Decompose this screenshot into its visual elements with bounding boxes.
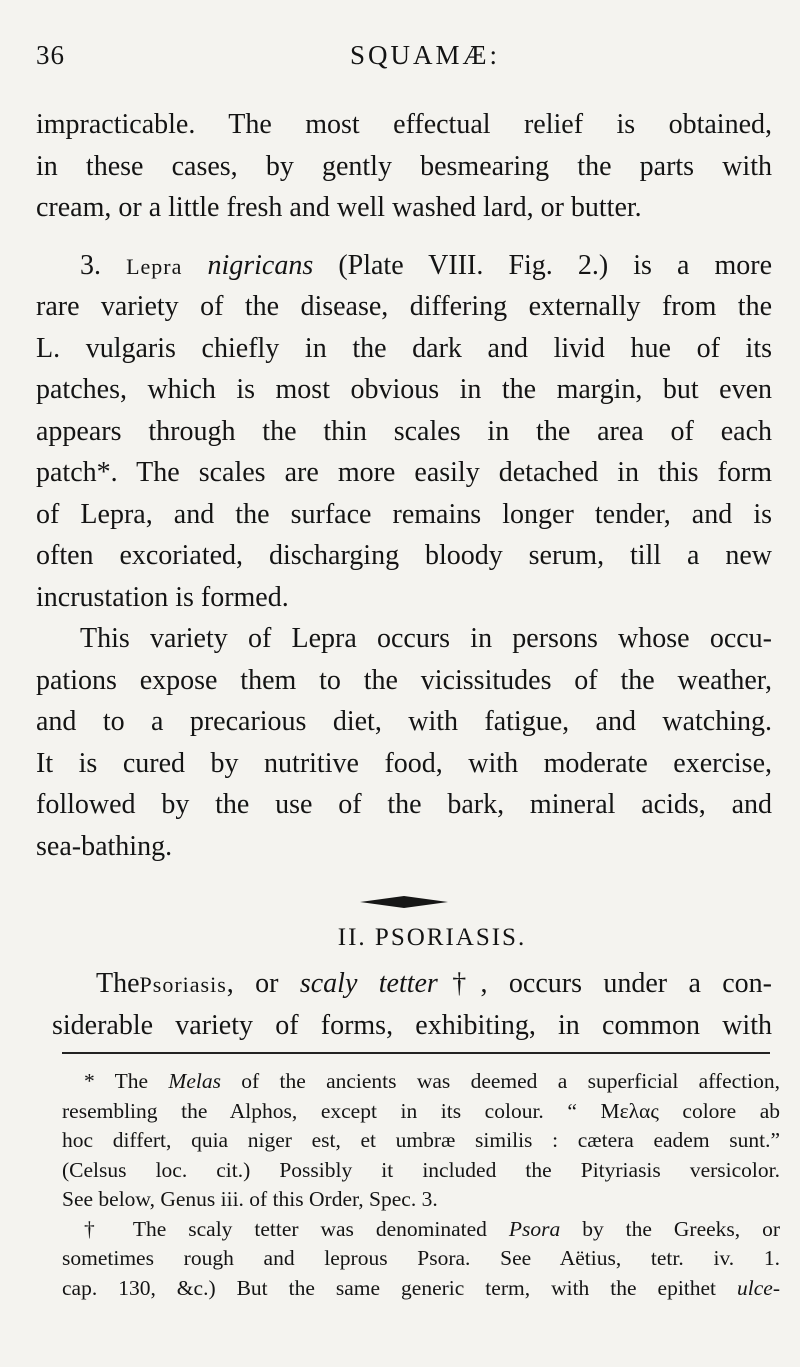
text-line: sea-bathing.: [36, 830, 173, 862]
body-text: [36, 104, 772, 867]
text-line: rare variety of the disease, differing externally from the: [36, 291, 772, 322]
running-head: [36, 40, 770, 80]
footnote-line: cap. 130, &c.) But the same generic term, with the epithet ulce-: [62, 1275, 780, 1300]
text-line: patches, which is most obvious in the margin, but even: [36, 374, 772, 405]
text-line: siderable variety of forms, exhibiting, in common with: [52, 1009, 772, 1041]
text-line: incrustation is formed.: [36, 581, 289, 613]
footnote-asterisk: [62, 1067, 780, 1215]
text-line: appears through the thin scales in the area of each: [36, 415, 772, 447]
text-line: 3. Lepra nigricans (Plate VIII. Fig. 2.) is a more: [80, 249, 772, 281]
paragraph-psoriasis: [52, 963, 772, 1046]
common-name: scaly tetter: [299, 968, 438, 999]
disease-name: Lepra: [126, 253, 183, 279]
paragraph-lepra-nigricans: [36, 245, 772, 619]
paragraph-continuation: [36, 104, 772, 229]
text-line: often excoriated, discharging bloody serum, till a new: [36, 540, 772, 571]
text-line: cream, or a little fresh and well washed lard, or butter.: [36, 192, 642, 223]
disease-name: Psoriasis: [139, 972, 227, 997]
footnote-line: (Celsus loc. cit.) Possibly it included the Pityriasis versicolor.: [62, 1157, 780, 1182]
footnote-dagger: [62, 1215, 780, 1304]
text-line: followed by the use of the bark, mineral acids, and: [36, 789, 772, 820]
page-number: 36: [36, 40, 65, 70]
text-line: impracticable. The most effectual relief is obtained,: [36, 109, 772, 140]
text-line: and to a precarious diet, with fatigue, and watching.: [36, 706, 772, 737]
text-line: L. vulgaris chiefly in the dark and livid hue of its: [36, 332, 772, 364]
footnote-line: * The Melas of the ancients was deemed a superficial affection,: [84, 1069, 780, 1093]
variety-name: nigricans: [207, 249, 314, 281]
text-line: ThePsoriasis, or scaly tetter†, occurs under a con-: [96, 968, 772, 999]
footnotes: [62, 1067, 780, 1303]
running-title: SQUAMÆ:: [350, 40, 501, 70]
text-line: This variety of Lepra occurs in persons whose occu-: [80, 623, 772, 654]
text-line: of Lepra, and the surface remains longer tender, and is: [36, 498, 772, 530]
text-line: pations expose them to the vicissitudes of the weather,: [36, 664, 772, 696]
footnote-line: resembling the Alphos, except in its colour. “ Μελας colore ab: [62, 1098, 780, 1123]
text-line: in these cases, by gently besmearing the parts with: [36, 150, 772, 182]
item-number: 3.: [80, 249, 101, 281]
footnote-line: sometimes rough and leprous Psora. See Aëtius, tetr. iv. 1.: [62, 1246, 780, 1270]
footnote-line: See below, Genus iii. of this Order, Spec. 3.: [62, 1187, 438, 1211]
footnote-line: † The scaly tetter was denominated Psora by the Greeks, or: [84, 1216, 780, 1241]
text-line: patch*. The scales are more easily detached in this form: [36, 457, 772, 488]
ornamental-rule: [360, 895, 448, 909]
text-line: It is cured by nutritive food, with moderate exercise,: [36, 747, 772, 779]
footnote-line: hoc differt, quia niger est, et umbræ similis : cætera eadem sunt.”: [62, 1128, 780, 1152]
footnote-rule: [62, 1052, 770, 1054]
section-heading: II. PSORIASIS.: [337, 924, 527, 951]
paragraph-variety-occurrence: [36, 618, 772, 867]
